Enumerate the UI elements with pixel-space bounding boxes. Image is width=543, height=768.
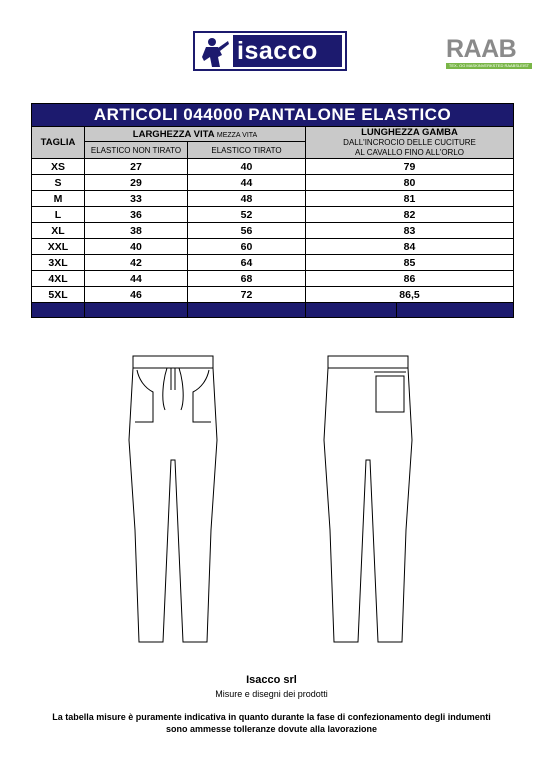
cell-tirato: 40 (188, 159, 306, 175)
isacco-logo (193, 31, 347, 71)
cell-size: 4XL (32, 271, 85, 287)
cell-tirato: 48 (188, 191, 306, 207)
cell-non-tirato: 36 (85, 207, 188, 223)
cell-gamba: 85 (306, 255, 514, 271)
table-row (32, 239, 514, 255)
table-title-row (32, 104, 514, 127)
header-tirato: ELASTICO TIRATO (188, 142, 306, 159)
cell-gamba: 86,5 (306, 287, 514, 303)
cell-gamba: 80 (306, 175, 514, 191)
raab-logo-strip: TEX- OG MASKINVERKSTED RAABSLEIST (446, 63, 532, 69)
cell-tirato: 44 (188, 175, 306, 191)
header-lunghezza-line1: DALL'INCROCIO DELLE CUCITURE (343, 138, 476, 147)
table-row (32, 271, 514, 287)
cell-gamba: 82 (306, 207, 514, 223)
header-larghezza (85, 127, 306, 142)
pants-back-drawing (318, 350, 418, 650)
cell-gamba: 86 (306, 271, 514, 287)
cell-non-tirato: 27 (85, 159, 188, 175)
table-row (32, 255, 514, 271)
table-footer-bar (32, 303, 514, 318)
cell-tirato: 52 (188, 207, 306, 223)
cell-size: S (32, 175, 85, 191)
cell-tirato: 72 (188, 287, 306, 303)
disclaimer-line1: La tabella misure è puramente indicativa in quanto durante la fase di confezionamento degli indumenti (52, 712, 491, 722)
cell-gamba: 83 (306, 223, 514, 239)
disclaimer-line2: sono ammesse tolleranze dovute alla lavorazione (165, 724, 378, 734)
raab-logo-text: RAAB (446, 35, 517, 63)
table-row (32, 159, 514, 175)
disclaimer (30, 711, 513, 735)
cell-size: 3XL (32, 255, 85, 271)
cell-tirato: 56 (188, 223, 306, 239)
cell-size: M (32, 191, 85, 207)
cell-non-tirato: 33 (85, 191, 188, 207)
table-row (32, 287, 514, 303)
table-title: ARTICOLI 044000 PANTALONE ELASTICO (32, 104, 514, 127)
raab-logo (446, 36, 532, 72)
cell-tirato: 68 (188, 271, 306, 287)
cell-non-tirato: 40 (85, 239, 188, 255)
cell-size: 5XL (32, 287, 85, 303)
cell-gamba: 84 (306, 239, 514, 255)
table-row (32, 223, 514, 239)
header-larghezza-note: MEZZA VITA (216, 131, 258, 139)
cell-tirato: 60 (188, 239, 306, 255)
cell-non-tirato: 38 (85, 223, 188, 239)
table-row (32, 207, 514, 223)
header-larghezza-label: LARGHEZZA VITA (132, 128, 215, 140)
header-lunghezza-line2: AL CAVALLO FINO ALL'ORLO (355, 148, 464, 157)
cell-size: XS (32, 159, 85, 175)
header-lunghezza-label: LUNGHEZZA GAMBA (361, 127, 458, 138)
cell-gamba: 81 (306, 191, 514, 207)
cell-tirato: 64 (188, 255, 306, 271)
cell-size: XL (32, 223, 85, 239)
cell-gamba: 79 (306, 159, 514, 175)
table-row (32, 175, 514, 191)
header-non-tirato: ELASTICO NON TIRATO (85, 142, 188, 159)
table-header-row (32, 127, 514, 142)
header-lunghezza (306, 127, 514, 159)
size-table (31, 103, 514, 318)
isacco-figure-icon (198, 35, 232, 69)
cell-non-tirato: 44 (85, 271, 188, 287)
pants-front-drawing (123, 350, 223, 650)
cell-non-tirato: 46 (85, 287, 188, 303)
cell-size: L (32, 207, 85, 223)
company-name: Isacco srl (246, 674, 297, 686)
subtitle: Misure e disegni dei prodotti (215, 689, 328, 699)
table-row (32, 191, 514, 207)
isacco-logo-text: isacco (233, 35, 342, 67)
cell-non-tirato: 29 (85, 175, 188, 191)
header-taglia: TAGLIA (32, 127, 85, 159)
cell-non-tirato: 42 (85, 255, 188, 271)
cell-size: XXL (32, 239, 85, 255)
